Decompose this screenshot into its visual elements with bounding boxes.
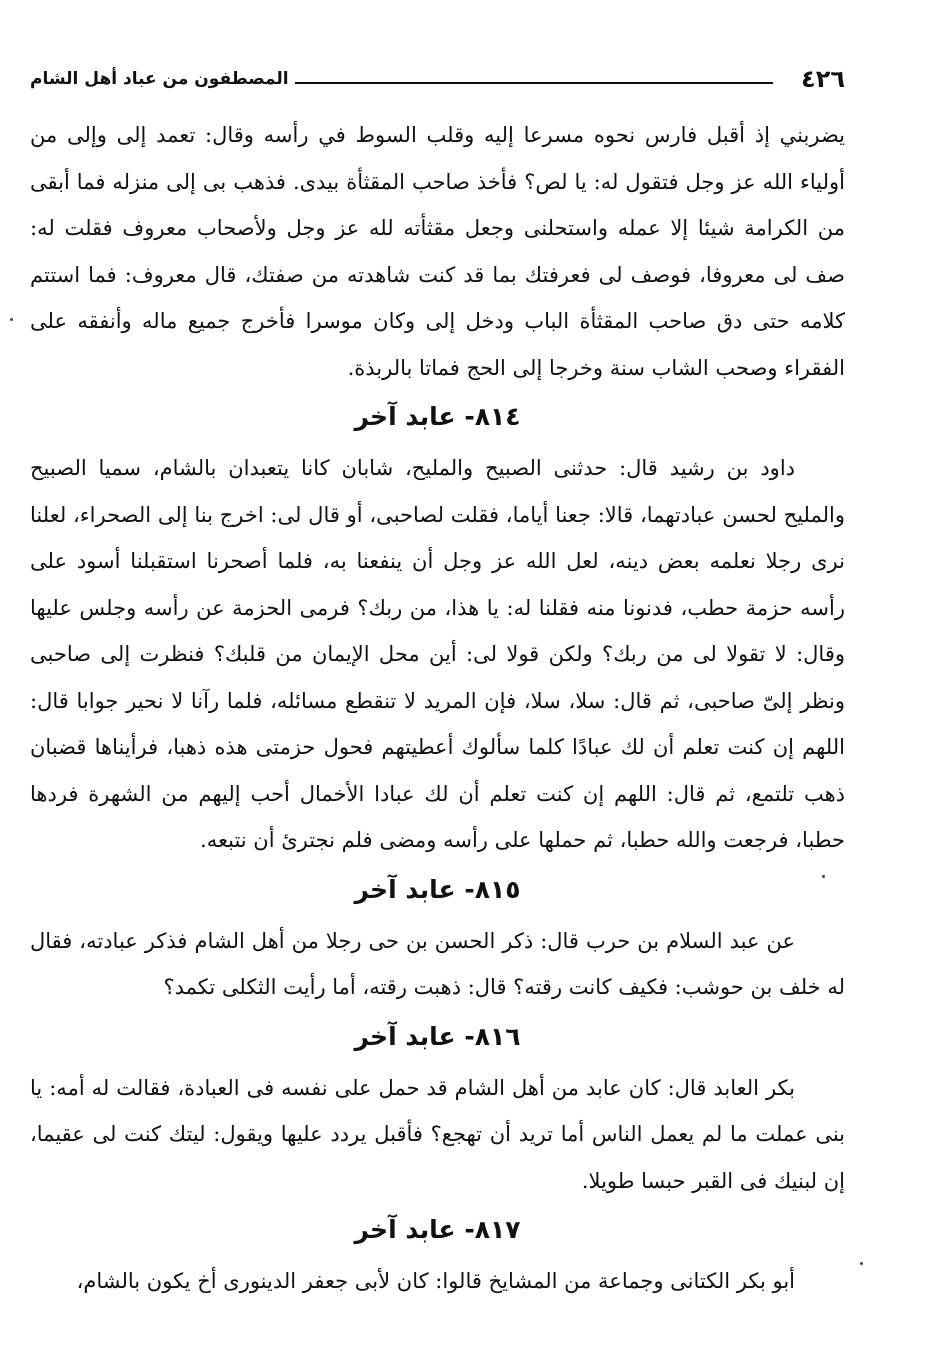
running-title: المصطفون من عباد أهل الشام: [30, 69, 289, 89]
scan-speck: [822, 875, 825, 878]
section-heading-815: ٨١٥- عابد آخر: [354, 874, 521, 904]
section-paragraph-815: عن عبد السلام بن حرب قال: ذكر الحسن بن حى رجلا من أهل الشام فذكر عبادته، فقال له خلف بن حوشب: فكيف كانت رقته؟ قال: ذهبت رقته، أما رأيت الثكلى تكمد؟: [30, 928, 845, 999]
page-header: [30, 60, 845, 100]
opening-paragraph: يضربني إذ أقبل فارس نحوه مسرعا إليه وقلب السوط في رأسه وقال: تعمد إلى وإلى من أولياء الله عز وجل فتقول له: يا لص؟ فأخذ صاحب المقثأة بيدى. فذهب بى إلى منزله فما أبقى من الكرامة شيئا إلا عمله واستحلنى وجعل مقثأته لله عز وجل ولأصحاب معروف فقلت له: صف لى معروفا، فوصف لى فعرفتك بما قد كنت شاهدته من صفتك، قال معروف: فما استتم كلامه حتى دق صاحب المقثأة الباب ودخل إلى وكان موسرا فأخرج جميع ماله وأنفقه على الفقراء وصحب الشاب سنة وخرجا إلى الحج فماتا بالربذة.: [30, 123, 845, 380]
section-heading-814: ٨١٤- عابد آخر: [354, 402, 521, 431]
header-rule: [295, 82, 773, 84]
section-paragraph-814: داود بن رشيد قال: حدثنى الصبيح والمليح، شابان كانا يتعبدان بالشام، سميا الصبيح والمليح لحسن عبادتهما، قالا: جعنا أياما، فقلت لصاحبى، أو قال لى: اخرج بنا إلى الصحراء، لعلنا نرى رجلا نعلمه بعض دينه، لعل الله عز وجل أن ينفعنا به، فلما أصحرنا استقبلنا أسود على رأسه حزمة حطب، فدنونا منه فقلنا له: يا هذا، من ربك؟ فرمى الحزمة عن رأسه وجلس عليها وقال: لا تقولا لى من ربك؟ ولكن قولا لى: أين محل الإيمان من قلبك؟ فنظرت إلى صاحبى ونظر إلىّ صاحبى، ثم قال: سلا، سلا، فإن المريد لا تنقطع مسائله، فلما رآنا لا نحير جوابا قال: اللهم إن كنت تعلم أن لك عبادًا كلما سألوك أعطيتهم فحول حزمتى هذه ذهبا، فرأيناها قضبان ذهب تلتمع، ثم قال: اللهم إن كنت تعلم أن لك عبادا الأخمال أحب إليهم من الشهرة فردها حطبا، فرجعت والله حطبا، ثم حملها على رأسه ومضى فلم نجترئ أن نتبعه.: [30, 456, 845, 852]
section-paragraph-816: بكر العابد قال: كان عابد من أهل الشام قد حمل على نفسه فى العبادة، فقالت له أمه: يا بنى عملت ما لم يعمل الناس أما تريد أن تهجع؟ فأقبل يردد عليها ويقول: ليتك كنت لى عقيما، إن لبنيك فى القبر حبسا طويلا.: [30, 1075, 845, 1193]
page-body: [30, 112, 845, 1305]
section-paragraph-817: أبو بكر الكتانى وجماعة من المشايخ قالوا: كان لأبى جعفر الدينورى أخ يكون بالشام،: [76, 1269, 795, 1293]
scan-speck: [860, 1262, 863, 1265]
scan-speck: [10, 318, 13, 321]
section-heading-817: ٨١٧- عابد آخر: [354, 1215, 521, 1244]
section-heading-816: ٨١٦- عابد آخر: [354, 1021, 521, 1051]
page-number: ٤٢٦: [801, 65, 845, 93]
